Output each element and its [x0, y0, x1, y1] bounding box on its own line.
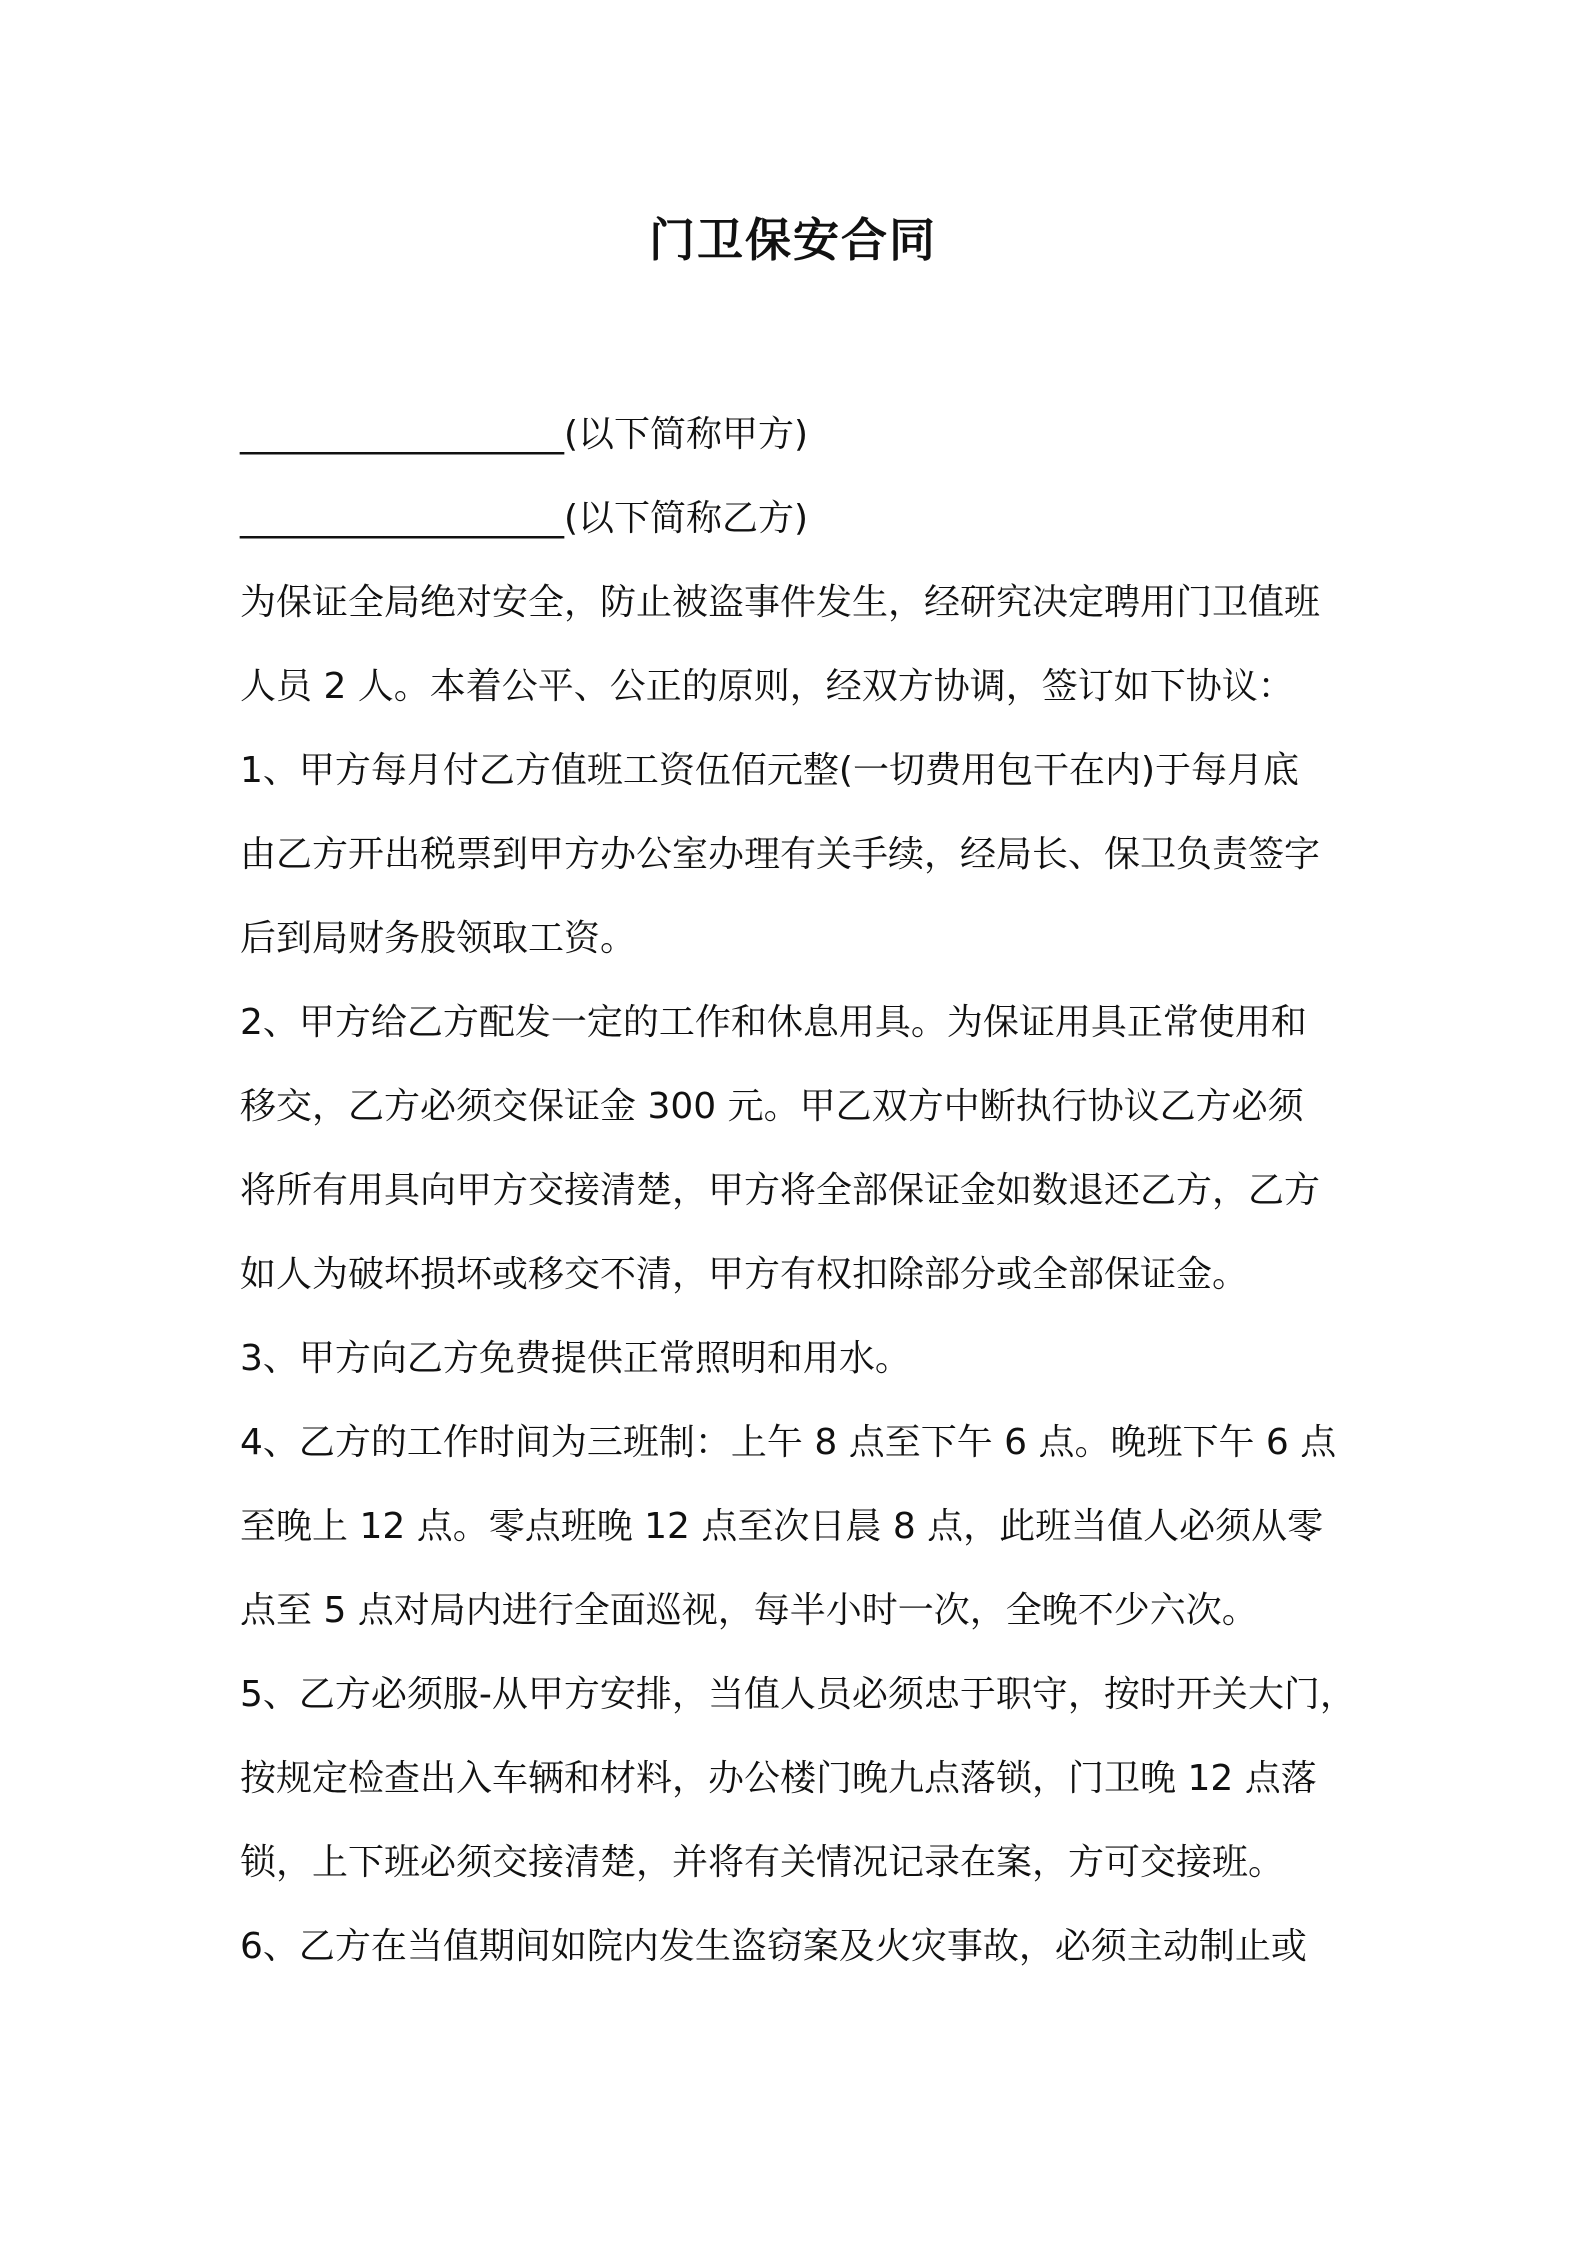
clause-4-line: 点至 5 点对局内进行全面巡视，每半小时一次，全晚不少六次。	[240, 1590, 1258, 1631]
clause-4-line: 至晚上 12 点。零点班晚 12 点至次日晨 8 点，此班当值人必须从零	[240, 1506, 1324, 1547]
page-title: 门卫保安合同	[649, 213, 937, 267]
clause-4-line: 4、乙方的工作时间为三班制：上午 8 点至下午 6 点。晚班下午 6 点	[240, 1422, 1337, 1463]
clause-3-line: 3、甲方向乙方免费提供正常照明和用水。	[240, 1338, 911, 1379]
clause-5-line: 按规定检查出入车辆和材料，办公楼门晚九点落锁，门卫晚 12 点落	[240, 1758, 1317, 1799]
body-line: 为保证全局绝对安全，防止被盗事件发生，经研究决定聘用门卫值班	[240, 582, 1321, 623]
clause-2-line: 移交，乙方必须交保证金 300 元。甲乙双方中断执行协议乙方必须	[240, 1086, 1304, 1127]
clause-2-line: 如人为破坏损坏或移交不清，甲方有权扣除部分或全部保证金。	[240, 1254, 1249, 1295]
clause-2-line: 将所有用具向甲方交接清楚，甲方将全部保证金如数退还乙方，乙方	[240, 1170, 1321, 1211]
clause-5-line: 5、乙方必须服-从甲方安排，当值人员必须忠于职守，按时开关大门，	[240, 1674, 1356, 1715]
clause-1-line: 由乙方开出税票到甲方办公室办理有关手续，经局长、保卫负责签字	[240, 834, 1321, 875]
party-b-line: __________________(以下简称乙方)	[240, 498, 809, 539]
clause-1-line: 1、甲方每月付乙方值班工资伍佰元整(一切费用包干在内)于每月底	[240, 750, 1299, 791]
body-line: 人员 2 人。本着公平、公正的原则，经双方协调，签订如下协议：	[240, 666, 1294, 707]
clause-2-line: 2、甲方给乙方配发一定的工作和休息用具。为保证用具正常使用和	[240, 1002, 1307, 1043]
clause-6-line: 6、乙方在当值期间如院内发生盗窃案及火灾事故，必须主动制止或	[240, 1926, 1307, 1967]
clause-5-line: 锁，上下班必须交接清楚，并将有关情况记录在案，方可交接班。	[240, 1842, 1285, 1883]
clause-1-line: 后到局财务股领取工资。	[240, 918, 637, 959]
party-a-line: __________________(以下简称甲方)	[240, 414, 809, 455]
